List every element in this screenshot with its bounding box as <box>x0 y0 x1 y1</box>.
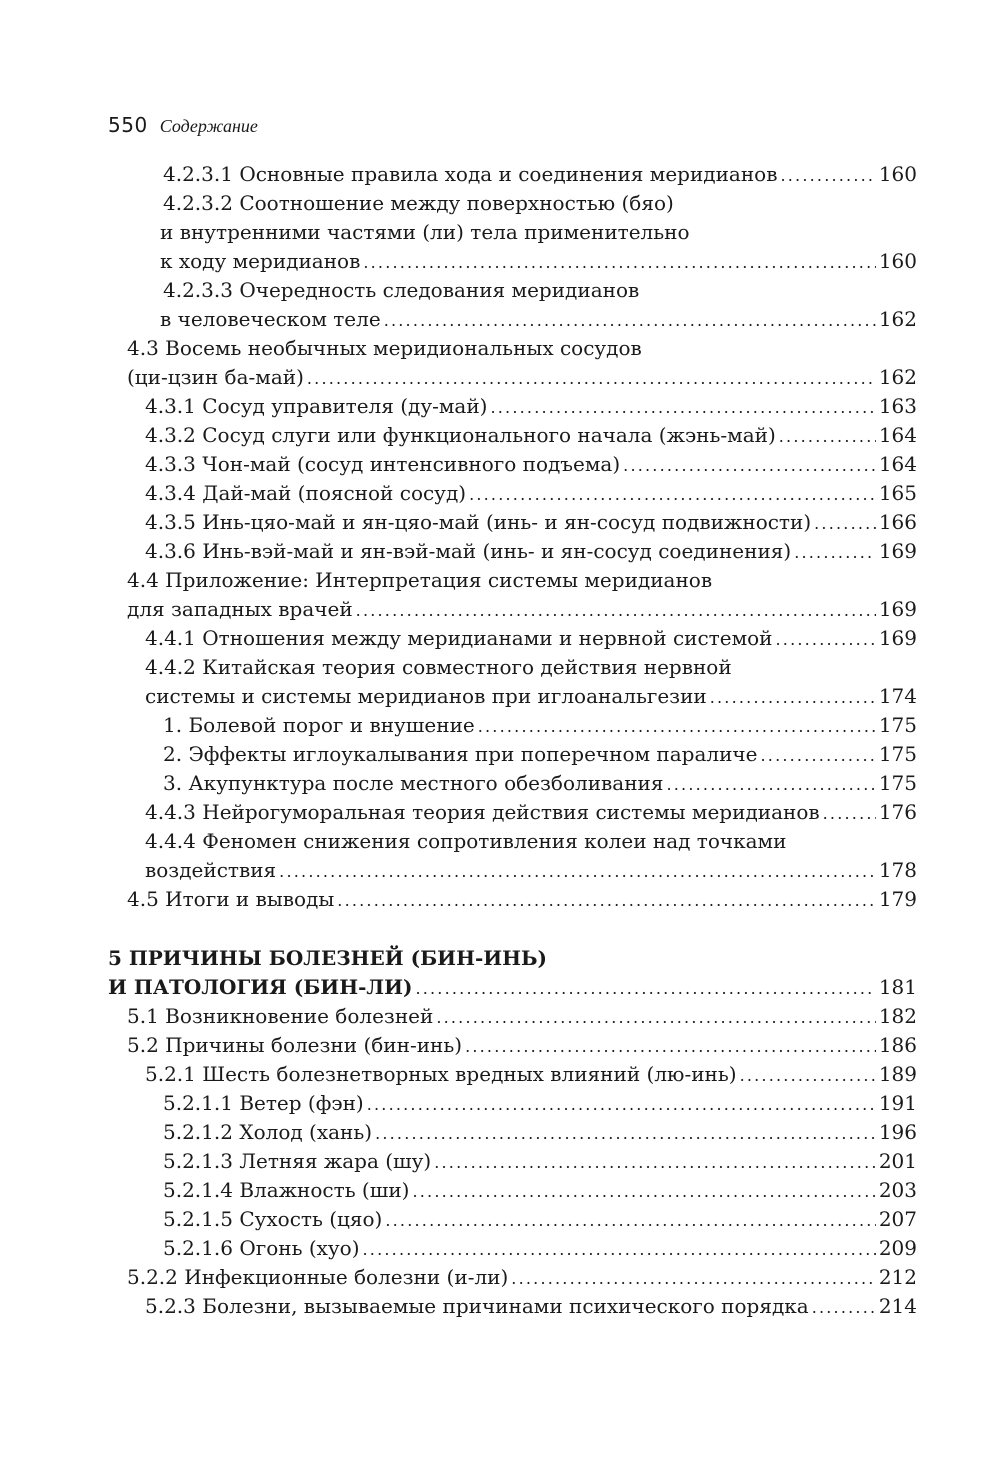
toc-entry[interactable] <box>0 1263 1000 1292</box>
toc-chapter-heading-continuation[interactable] <box>0 973 1000 1002</box>
toc-entry-title: 5.2.1.6 Огонь (хуо) <box>163 1236 360 1260</box>
leader-dots <box>794 538 876 567</box>
leader-dots <box>666 770 875 799</box>
toc-entry[interactable] <box>0 479 1000 508</box>
toc-entry-title: 5.2.2 Инфекционные болезни (и-ли) <box>127 1265 509 1289</box>
toc-entry-title: к ходу меридианов <box>160 249 361 273</box>
leader-dots <box>823 799 876 828</box>
toc-entry-title: 5.2.3 Болезни, вызываемые причинами психического порядка <box>145 1294 809 1318</box>
toc-entry[interactable] <box>0 653 1000 682</box>
leader-dots <box>337 886 876 915</box>
leader-dots <box>384 306 876 335</box>
toc-entry-title: 1. Болевой порог и внушение <box>163 713 475 737</box>
leader-dots <box>469 480 876 509</box>
leader-dots <box>776 625 876 654</box>
toc-entry-title: 4.3.4 Дай-май (поясной сосуд) <box>145 481 467 505</box>
toc-entry[interactable] <box>0 1176 1000 1205</box>
leader-dots <box>279 857 876 886</box>
toc-entry-title: 4.3.3 Чон-май (сосуд интенсивного подъема) <box>145 452 621 476</box>
toc-entry[interactable] <box>0 1147 1000 1176</box>
toc-chapter-title: 5 ПРИЧИНЫ БОЛЕЗНЕЙ (БИН-ИНЬ) <box>108 946 548 970</box>
toc-entry-page: 164 <box>878 423 917 447</box>
table-of-contents <box>0 160 1000 1321</box>
toc-entry[interactable] <box>0 885 1000 914</box>
toc-entry[interactable] <box>0 798 1000 827</box>
toc-entry-title: для западных врачей <box>127 597 353 621</box>
toc-entry-title: 5.2.1.4 Влажность (ши) <box>163 1178 410 1202</box>
leader-dots <box>779 422 876 451</box>
toc-entry-continuation[interactable] <box>0 247 1000 276</box>
toc-entry-page: 169 <box>878 626 917 650</box>
toc-entry-page: 175 <box>878 713 917 737</box>
toc-entry-page: 175 <box>878 771 917 795</box>
toc-entry-continuation[interactable] <box>0 682 1000 711</box>
toc-chapter-heading[interactable] <box>0 944 1000 973</box>
toc-entry-title: 4.3.2 Сосуд слуги или функционального начала (жэнь-май) <box>145 423 776 447</box>
toc-entry-title: 4.2.3.2 Соотношение между поверхностью (бяо) <box>163 191 674 215</box>
toc-entry[interactable] <box>0 334 1000 363</box>
toc-entry-title: 4.4 Приложение: Интерпретация системы меридианов <box>127 568 713 592</box>
toc-entry[interactable] <box>0 1205 1000 1234</box>
toc-entry[interactable] <box>0 1031 1000 1060</box>
leader-dots <box>436 1003 875 1032</box>
toc-entry[interactable] <box>0 769 1000 798</box>
toc-entry[interactable] <box>0 537 1000 566</box>
toc-entry-title: 4.2.3.3 Очередность следования меридианов <box>163 278 640 302</box>
toc-entry[interactable] <box>0 1234 1000 1263</box>
leader-dots <box>363 1235 876 1264</box>
toc-entry-page: 162 <box>878 307 917 331</box>
toc-entry-title: 5.2 Причины болезни (бин-инь) <box>127 1033 463 1057</box>
leader-dots <box>511 1264 876 1293</box>
toc-entry-title: 4.2.3.1 Основные правила хода и соединения меридианов <box>163 162 778 186</box>
toc-entry-continuation[interactable] <box>0 363 1000 392</box>
toc-entry-title: 5.2.1.2 Холод (хань) <box>163 1120 373 1144</box>
leader-dots <box>367 1090 876 1119</box>
leader-dots <box>623 451 876 480</box>
leader-dots <box>780 161 875 190</box>
toc-entry-title: 5.2.1.5 Сухость (цяо) <box>163 1207 383 1231</box>
leader-dots <box>375 1119 876 1148</box>
toc-entry[interactable] <box>0 421 1000 450</box>
toc-entry-continuation[interactable] <box>0 218 1000 247</box>
toc-entry-page: 214 <box>878 1294 917 1318</box>
toc-entry-title: 4.3 Восемь необычных меридиональных сосудов <box>127 336 642 360</box>
toc-entry-page: 163 <box>878 394 917 418</box>
leader-dots <box>415 974 875 1003</box>
toc-entry-title: 4.4.2 Китайская теория совместного действия нервной <box>145 655 732 679</box>
toc-entry-title: 4.3.6 Инь-вэй-май и ян-вэй-май (инь- и ян-сосуд соединения) <box>145 539 792 563</box>
chapter-spacer <box>0 914 1000 944</box>
toc-entry[interactable] <box>0 392 1000 421</box>
toc-entry[interactable] <box>0 450 1000 479</box>
toc-entry[interactable] <box>0 1292 1000 1321</box>
toc-entry[interactable] <box>0 566 1000 595</box>
leader-dots <box>363 248 875 277</box>
toc-entry-title: 5.1 Возникновение болезней <box>127 1004 434 1028</box>
toc-entry-title: в человеческом теле <box>160 307 381 331</box>
toc-chapter-title: И ПАТОЛОГИЯ (БИН-ЛИ) <box>108 975 413 999</box>
toc-entry-title: воздействия <box>145 858 277 882</box>
toc-entry-title: 4.3.5 Инь-цяо-май и ян-цяо-май (инь- и ян-сосуд подвижности) <box>145 510 812 534</box>
toc-entry[interactable] <box>0 1002 1000 1031</box>
toc-entry-title: системы и системы меридианов при иглоанальгезии <box>145 684 707 708</box>
toc-entry-page: 160 <box>878 162 917 186</box>
leader-dots <box>307 364 876 393</box>
running-title: Содержание <box>159 116 258 136</box>
toc-entry[interactable] <box>0 1089 1000 1118</box>
toc-entry-page: 182 <box>878 1004 917 1028</box>
toc-entry-page: 212 <box>878 1265 917 1289</box>
toc-entry-title: 3. Акупунктура после местного обезболивания <box>163 771 664 795</box>
toc-entry-page: 164 <box>878 452 917 476</box>
leader-dots <box>710 683 876 712</box>
toc-entry-title: 5.2.1 Шесть болезнетворных вредных влияний (лю-инь) <box>145 1062 737 1086</box>
toc-entry[interactable] <box>0 276 1000 305</box>
toc-entry-page: 207 <box>878 1207 917 1231</box>
leader-dots <box>356 596 876 625</box>
leader-dots <box>761 741 876 770</box>
toc-entry[interactable] <box>0 740 1000 769</box>
toc-entry-page: 203 <box>878 1178 917 1202</box>
toc-entry-page: 162 <box>878 365 917 389</box>
toc-entry[interactable] <box>0 189 1000 218</box>
toc-entry[interactable] <box>0 160 1000 189</box>
toc-entry-continuation[interactable] <box>0 305 1000 334</box>
page-header <box>108 113 258 137</box>
toc-entry-continuation[interactable] <box>0 595 1000 624</box>
toc-entry-page: 169 <box>878 539 917 563</box>
toc-entry-page: 174 <box>878 684 917 708</box>
toc-entry-page: 201 <box>878 1149 917 1173</box>
toc-entry-page: 178 <box>878 858 917 882</box>
toc-entry-title: 4.3.1 Сосуд управителя (ду-май) <box>145 394 488 418</box>
toc-entry-page: 196 <box>878 1120 917 1144</box>
toc-entry-title: 4.4.1 Отношения между меридианами и нервной системой <box>145 626 773 650</box>
toc-entry-page: 166 <box>878 510 917 534</box>
toc-entry-page: 176 <box>878 800 917 824</box>
toc-entry-page: 160 <box>878 249 917 273</box>
toc-entry-page: 186 <box>878 1033 917 1057</box>
leader-dots <box>740 1061 876 1090</box>
toc-entry[interactable] <box>0 1060 1000 1089</box>
leader-dots <box>812 1293 876 1322</box>
toc-entry-page: 181 <box>878 975 917 999</box>
leader-dots <box>478 712 876 741</box>
toc-entry-continuation[interactable] <box>0 856 1000 885</box>
toc-entry-title: 4.4.4 Феномен снижения сопротивления колеи над точками <box>145 829 787 853</box>
page-number: 550 <box>108 113 148 137</box>
toc-entry-title: (ци-цзин ба-май) <box>127 365 304 389</box>
toc-entry[interactable] <box>0 711 1000 740</box>
leader-dots <box>490 393 875 422</box>
toc-entry-title: 4.4.3 Нейрогуморальная теория действия системы меридианов <box>145 800 820 824</box>
toc-entry-page: 191 <box>878 1091 917 1115</box>
toc-entry-page: 189 <box>878 1062 917 1086</box>
leader-dots <box>434 1148 876 1177</box>
toc-entry[interactable] <box>0 827 1000 856</box>
toc-entry-title: 5.2.1.3 Летняя жара (шу) <box>163 1149 432 1173</box>
toc-entry[interactable] <box>0 508 1000 537</box>
toc-entry[interactable] <box>0 1118 1000 1147</box>
toc-entry-page: 169 <box>878 597 917 621</box>
toc-entry-title: 2. Эффекты иглоукалывания при поперечном параличе <box>163 742 758 766</box>
toc-entry-page: 175 <box>878 742 917 766</box>
toc-entry-page: 179 <box>878 887 917 911</box>
toc-entry-title: и внутренними частями (ли) тела применительно <box>160 220 690 244</box>
leader-dots <box>814 509 876 538</box>
toc-entry-page: 165 <box>878 481 917 505</box>
toc-entry-title: 5.2.1.1 Ветер (фэн) <box>163 1091 364 1115</box>
toc-entry-title: 4.5 Итоги и выводы <box>127 887 335 911</box>
leader-dots <box>412 1177 875 1206</box>
leader-dots <box>385 1206 875 1235</box>
leader-dots <box>465 1032 876 1061</box>
toc-entry[interactable] <box>0 624 1000 653</box>
toc-entry-page: 209 <box>878 1236 917 1260</box>
